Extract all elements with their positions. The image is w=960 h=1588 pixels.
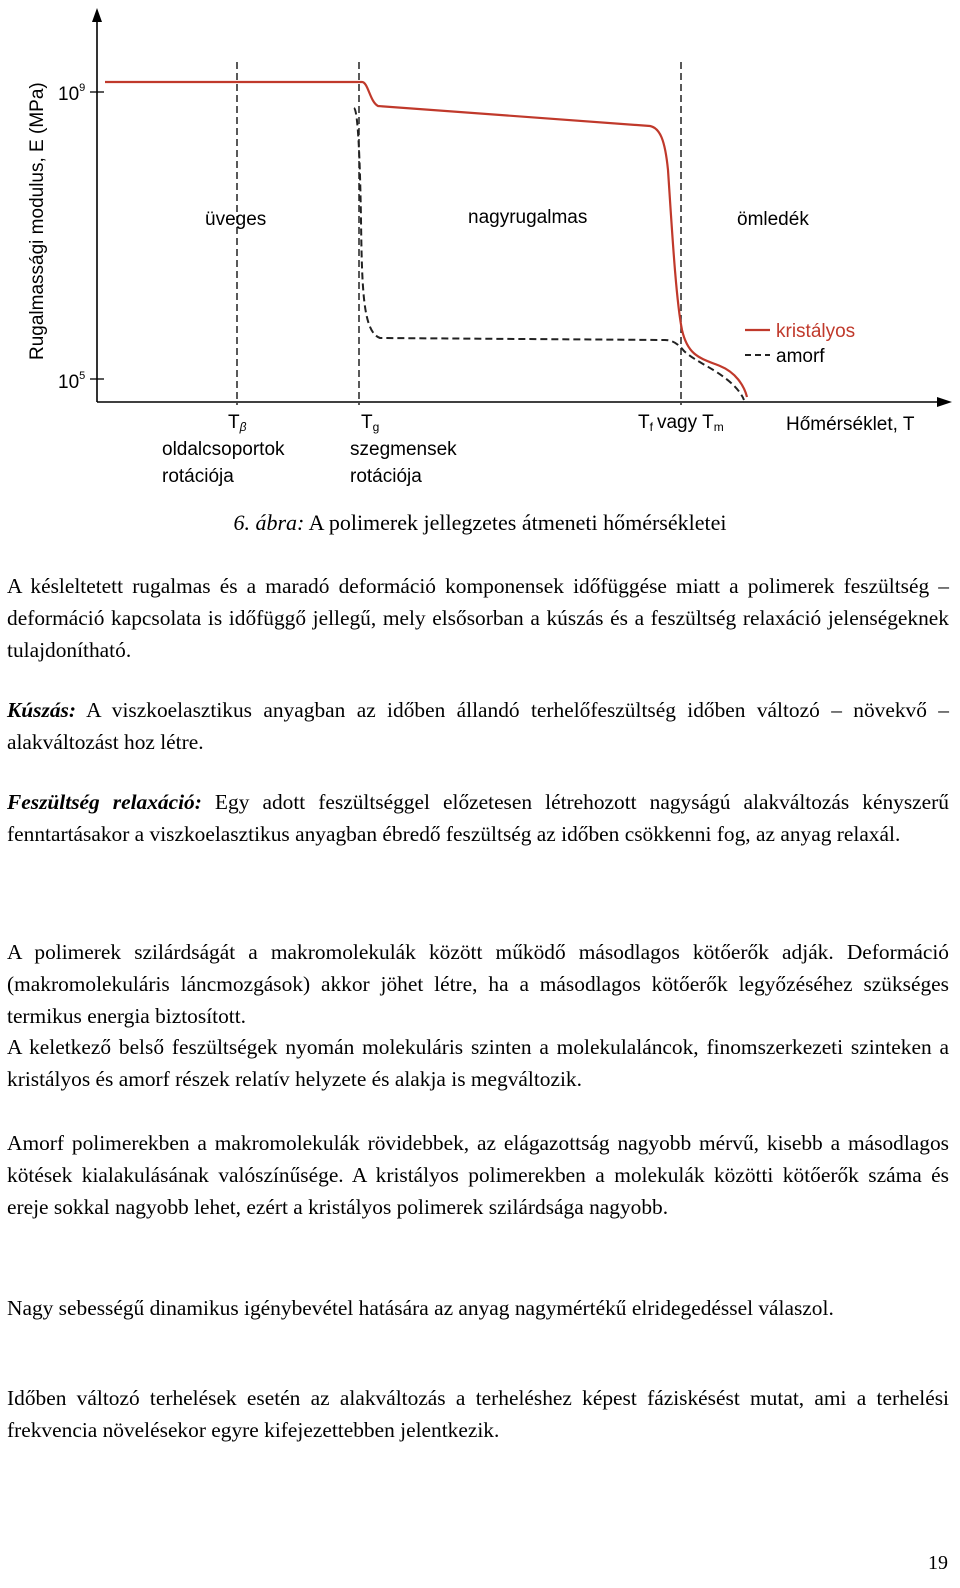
region-melt-label: ömledék [737,209,809,230]
paragraph-creep [7,694,949,758]
paragraph-internal-stress [7,1031,949,1095]
amorphous-curve [354,108,744,400]
y-tick-bottom-label: $10^5$ [58,370,86,393]
caption-text: A polimerek jellegzetes átmeneti hőmérsékletei [304,510,727,535]
p7-text: Nagy sebességű dinamikus igénybevétel hatására az anyag nagymértékű elridegedéssel válaszol. [7,1296,834,1320]
paragraph-delayed-elasticity [7,570,949,666]
y-axis-arrow-icon [92,8,102,22]
region-glassy-label: üveges [205,209,267,230]
crystalline-curve [105,82,747,397]
marker-tf-tm: Tf vagy Tm [638,412,724,434]
note-tbeta-line1: oldalcsoportok [162,439,285,460]
caption-label: 6. ábra: [233,510,305,535]
y-axis-label: Rugalmassági modulus, E (MPa) [27,82,48,360]
relaxation-term: Feszültség relaxáció: [7,790,202,814]
legend-crystalline-label: kristályos [776,321,856,342]
paragraph-phase-lag [7,1382,949,1446]
p1-text: A késleltetett rugalmas és a maradó deformáció komponensek időfüggése miatt a polimerek feszültség – deformáció kapcsolata is időfüggő jellegű, mely elsősorban a kúszás és a feszültség relaxáció jelenségeknek tulajdonítható. [7,574,949,662]
modulus-temperature-figure [0,0,960,500]
region-rubbery-label: nagyrugalmas [468,207,588,228]
note-tbeta-line2: rotációja [162,466,234,487]
x-axis-label: Hőmérséklet, T [786,414,915,435]
p8-text: Időben változó terhelések esetén az alakváltozás a terheléshez képest fáziskésést mutat, ami a terhelési frekvencia növelésekor egyre kifejezettebben jelentkezik. [7,1386,949,1442]
p6-text: Amorf polimerekben a makromolekulák rövidebbek, az elágazottság nagyobb mérvű, kisebb a másodlagos kötések kialakulásának valószínűsége. A kristályos polimerekben a molekulák közötti kötőerők száma és ereje sokkal nagyobb lehet, ezért a kristályos polimerek szilárdsága nagyobb. [7,1131,949,1219]
marker-tbeta: Tβ [228,412,247,434]
marker-tg: Tg [361,412,380,434]
creep-term: Kúszás: [7,698,76,722]
y-tick-top-label: $10^9$ [58,82,86,105]
paragraph-stress-relaxation [7,786,949,850]
p4-text: A polimerek szilárdságát a makromolekulák között működő másodlagos kötőerők adják. Deformáció (makromolekuláris láncmozgások) akkor jöhet létre, ha a másodlagos kötőerők legyőzéséhez szükséges termikus energia biztosított. [7,940,949,1028]
note-tg-line2: rotációja [350,466,422,487]
legend-amorphous-label: amorf [776,346,825,367]
relaxation-definition: Egy adott feszültséggel előzetesen létrehozott nagyságú alakváltozás kényszerű fenntartásakor a viszkoelasztikus anyagban ébredő feszültség az időben csökkenni fog, az anyag relaxál. [7,790,949,846]
note-tg-line1: szegmensek [350,439,457,460]
x-axis-arrow-icon [937,397,952,407]
creep-definition: A viszkoelasztikus anyagban az időben állandó terhelőfeszültség időben változó – növekvő – alakváltozást hoz létre. [7,698,949,754]
p5-text: A keletkező belső feszültségek nyomán molekuláris szinten a molekulaláncok, finomszerkezeti szinteken a kristályos és amorf részek relatív helyzete és alakja is megváltozik. [7,1035,949,1091]
figure-caption [0,510,960,536]
paragraph-amorphous-crystalline [7,1127,949,1223]
paragraph-dynamic-loading [7,1292,949,1324]
paragraph-bonding-forces [7,936,949,1032]
page-number: 19 [928,1552,948,1574]
